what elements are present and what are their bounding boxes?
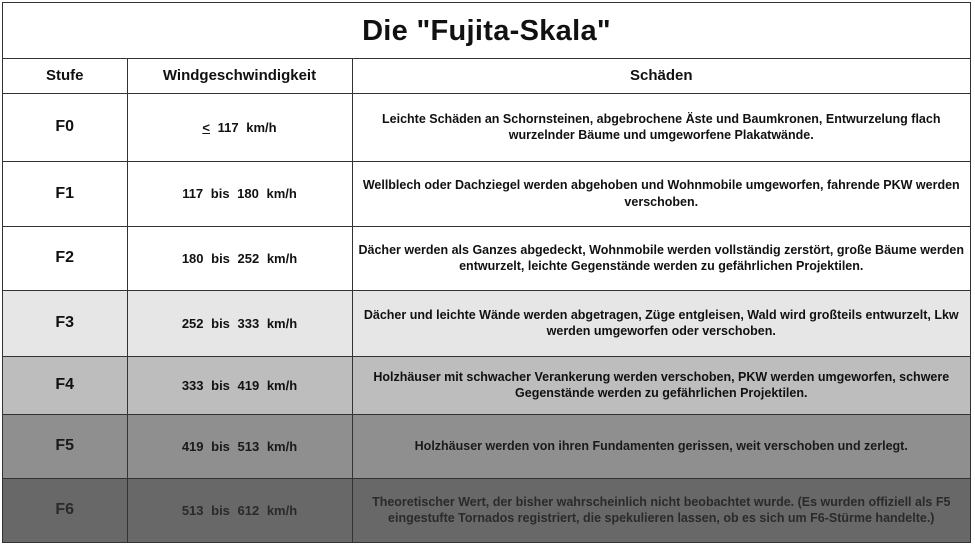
wind-cell (127, 93, 352, 161)
stufe-cell: F4 (3, 356, 127, 414)
fujita-table-frame (2, 2, 971, 543)
stufe-cell: F3 (3, 290, 127, 356)
header-row (3, 59, 970, 93)
schaden-cell: Holzhäuser mit schwacher Verankerung werden verschoben, PKW werden umgeworfen, schwere Gegenstände werden zu gefährlichen Projektilen. (352, 356, 970, 414)
wind-cell: 252 bis 333 km/h (127, 290, 352, 356)
wind-value: 117 km/h (217, 119, 277, 135)
table-row-f6 (3, 478, 970, 542)
wind-cell: 180 bis 252 km/h (127, 226, 352, 290)
stufe-cell: F5 (3, 414, 127, 478)
wind-cell: 117 bis 180 km/h (127, 161, 352, 226)
schaden-cell: Wellblech oder Dachziegel werden abgehoben und Wohnmobile umgeworfen, fahrende PKW werden verschoben. (352, 161, 970, 226)
table-row-f0 (3, 93, 970, 161)
table-row-f1 (3, 161, 970, 226)
stufe-cell: F6 (3, 478, 127, 542)
header-schaeden: Schäden (352, 59, 970, 93)
schaden-cell: Theoretischer Wert, der bisher wahrscheinlich nicht beobachtet wurde. (Es wurden offiziell als F5 eingestufte Tornados registriert, die spekulieren lassen, ob es sich um F6-Stürme handelte.) (352, 478, 970, 542)
table-row-f2 (3, 226, 970, 290)
wind-cell: 333 bis 419 km/h (127, 356, 352, 414)
table-row-f3 (3, 290, 970, 356)
schaden-cell: Holzhäuser werden von ihren Fundamenten gerissen, weit verschoben und zerlegt. (352, 414, 970, 478)
stufe-cell: F1 (3, 161, 127, 226)
less-equal-sign: < (202, 119, 211, 135)
fujita-table (3, 59, 970, 542)
stufe-cell: F0 (3, 93, 127, 161)
stufe-cell: F2 (3, 226, 127, 290)
wind-cell: 419 bis 513 km/h (127, 414, 352, 478)
header-stufe: Stufe (3, 59, 127, 93)
table-row-f4 (3, 356, 970, 414)
schaden-cell: Dächer und leichte Wände werden abgetragen, Züge entgleisen, Wald wird großteils entwurzelt, Lkw werden umgeworfen oder verschoben. (352, 290, 970, 356)
schaden-cell: Leichte Schäden an Schornsteinen, abgebrochene Äste und Baumkronen, Entwurzelung flach wurzelnder Bäume und umgeworfene Plakatwände. (352, 93, 970, 161)
table-row-f5 (3, 414, 970, 478)
schaden-cell: Dächer werden als Ganzes abgedeckt, Wohnmobile werden vollständig zerstört, große Bäume werden entwurzelt, leichte Gegenstände werden zu gefährlichen Projektilen. (352, 226, 970, 290)
table-title: Die "Fujita-Skala" (3, 3, 970, 59)
header-windgeschwindigkeit: Windgeschwindigkeit (127, 59, 352, 93)
wind-cell: 513 bis 612 km/h (127, 478, 352, 542)
